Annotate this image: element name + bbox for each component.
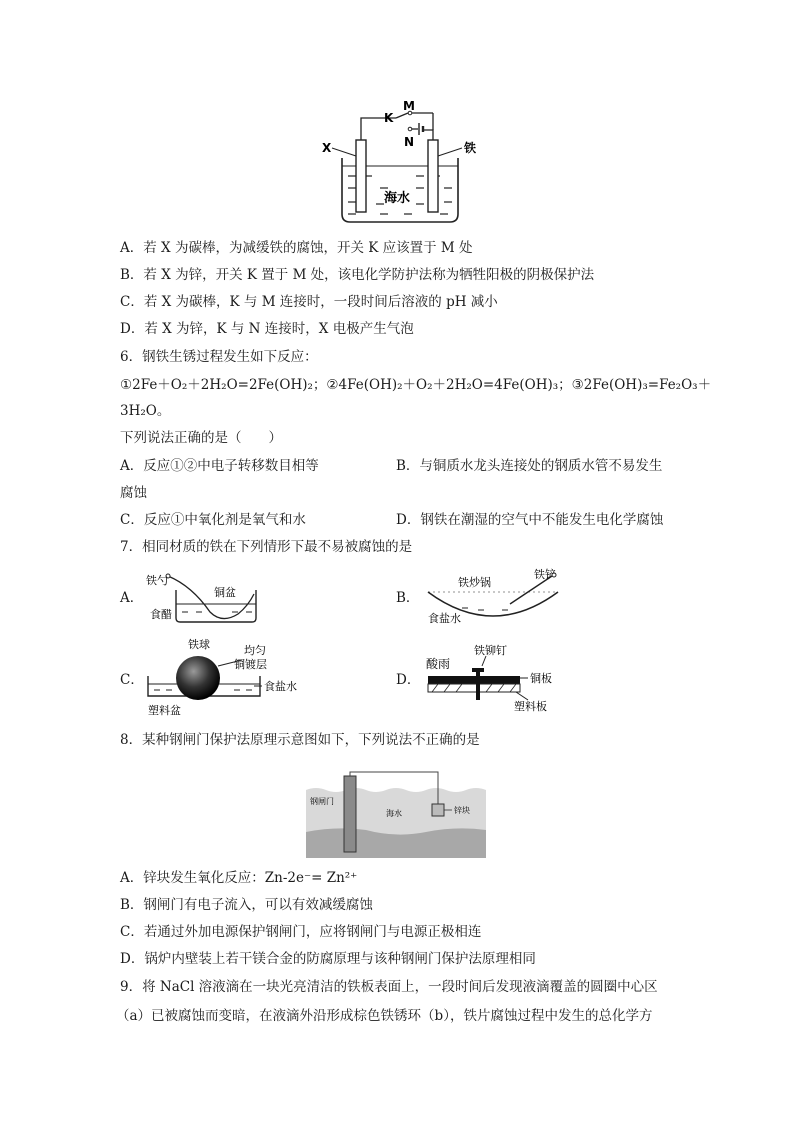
electrolytic-cell-figure: [320, 96, 490, 230]
q5-option-c: C．若 X 为碳棒，K 与 M 连接时，一段时间后溶液的 pH 减小: [120, 294, 498, 310]
q7-c-label-salt-water: 食盐水: [264, 680, 297, 693]
q7-c-label-plastic-basin: 塑料盆: [148, 704, 181, 717]
q9-line2: （a）已被腐蚀而变暗，在液滴外沿形成棕色铁锈环（b），铁片腐蚀过程中发生的总化学方: [116, 1008, 653, 1024]
q8-option-a: A．锌块发生氧化反应：Zn-2e⁻= Zn²⁺: [120, 870, 358, 886]
q7-c-label-uniform: 均匀: [244, 644, 266, 657]
q7-b-label-spatula: 铁铲: [534, 568, 556, 581]
label-x: X: [322, 141, 332, 155]
q7-d-figure: [420, 638, 580, 714]
label-seawater: 海水: [384, 191, 411, 206]
q7-b-label-wok: 铁炒锅: [458, 576, 491, 589]
q7-a-label-basin: 铜盆: [214, 586, 236, 599]
q8-option-c: C．若通过外加电源保护钢闸门，应将钢闸门与电源正极相连: [120, 924, 482, 940]
label-iron: 铁: [464, 141, 477, 155]
q7-b-label-salt-water: 食盐水: [428, 612, 461, 625]
q6-option-b: B．与铜质水龙头连接处的钢质水管不易发生: [396, 458, 663, 474]
q8-label-zinc: 锌块: [454, 806, 470, 815]
q7-d-label-copper-plate: 铜板: [530, 672, 552, 685]
q7-stem: 7．相同材质的铁在下列情形下最不易被腐蚀的是: [120, 539, 413, 555]
q7-d-label-acid-rain: 酸雨: [426, 657, 451, 671]
q8-option-d: D．锅炉内壁装上若干镁合金的防腐原理与该种钢闸门保护法原理相同: [120, 951, 536, 967]
q6-prompt: 下列说法正确的是（ ）: [120, 430, 282, 446]
q8-gate-figure: [306, 770, 486, 858]
label-k: K: [384, 111, 394, 125]
q5-option-b: B．若 X 为锌，开关 K 置于 M 处，该电化学防护法称为牺牲阳极的阴极保护法: [120, 267, 595, 283]
q6-equations-line1: ①2Fe＋O₂＋2H₂O=2Fe(OH)₂；②4Fe(OH)₂＋O₂＋2H₂O=4Fe(OH)₃；③2Fe(OH)₃=Fe₂O₃＋: [120, 377, 712, 393]
q7-option-a-letter: A．: [120, 590, 144, 606]
q7-option-c-letter: C．: [120, 672, 144, 688]
q7-a-figure: [142, 566, 282, 628]
q6-stem: 6．钢铁生锈过程发生如下反应：: [120, 349, 318, 365]
q8-stem: 8．某种钢闸门保护法原理示意图如下，下列说法不正确的是: [120, 732, 480, 748]
q7-c-label-ball: 铁球: [188, 638, 210, 651]
q9-line1: 9．将 NaCl 溶液滴在一块光亮清洁的铁板表面上，一段时间后发现液滴覆盖的圆圈中心区: [120, 979, 658, 995]
q6-option-c: C．反应①中氧化剂是氧气和水: [120, 512, 306, 528]
q5-option-d: D．若 X 为锌，K 与 N 连接时，X 电极产生气泡: [120, 321, 414, 337]
q7-b-figure: [418, 564, 578, 628]
q8-label-sea: 海水: [386, 809, 402, 818]
label-n: N: [404, 135, 415, 149]
q8-option-b: B．钢闸门有电子流入，可以有效减缓腐蚀: [120, 897, 373, 913]
q7-option-b-letter: B．: [396, 590, 420, 606]
q5-option-a: A．若 X 为碳棒，为减缓铁的腐蚀，开关 K 应该置于 M 处: [120, 240, 473, 256]
q7-c-figure: [142, 636, 322, 720]
q8-label-gate: 钢闸门: [310, 797, 334, 806]
q7-d-label-rivet: 铁铆钉: [474, 644, 507, 657]
q6-option-a: A．反应①②中电子转移数目相等: [120, 458, 319, 474]
q7-a-label-spoon: 铁勺: [146, 574, 168, 587]
q6-equations-line2: 3H₂O。: [120, 403, 171, 419]
q7-a-label-vinegar: 食醋: [150, 608, 172, 621]
q6-option-b-cont: 腐蚀: [120, 485, 147, 501]
label-m: M: [403, 99, 415, 113]
q7-d-label-plastic-plate: 塑料板: [514, 700, 547, 713]
q7-c-label-coating: 铜镀层: [234, 658, 267, 671]
q6-option-d: D．钢铁在潮湿的空气中不能发生电化学腐蚀: [396, 512, 664, 528]
q7-option-d-letter: D．: [396, 672, 421, 688]
